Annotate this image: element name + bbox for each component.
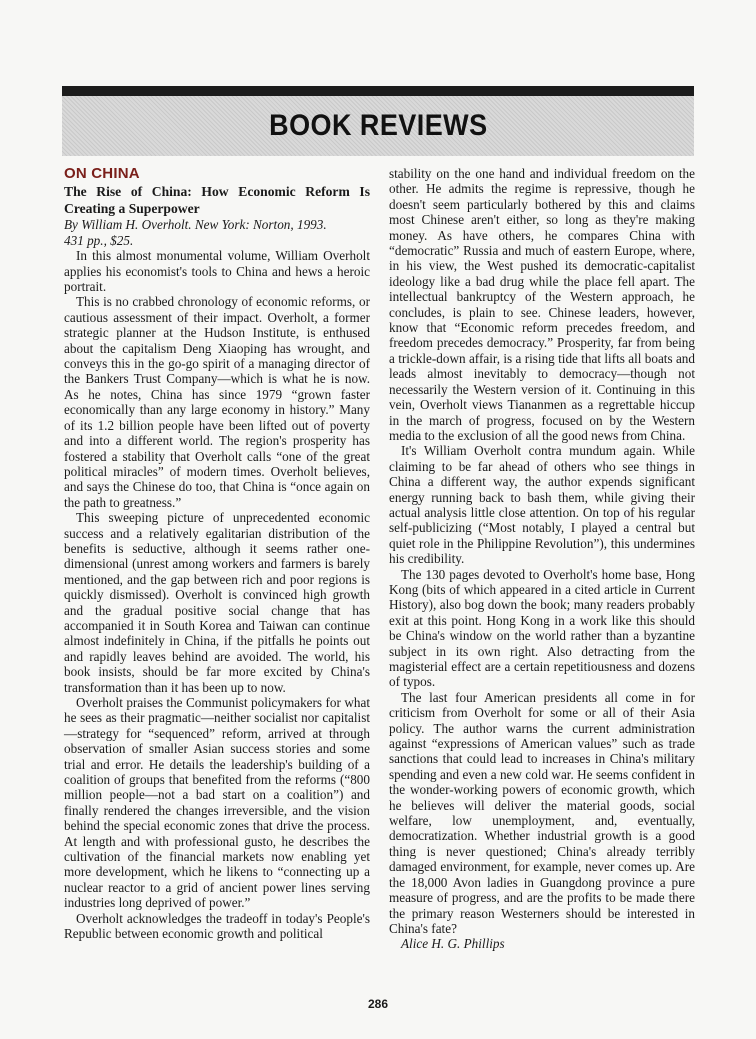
paragraph: This sweeping picture of unprecedented economic success and a relatively egalitarian distribution of the benefits is seductive, although it seems rather one-dimensional (unrest among workers and farmers is barely mentioned, and the gap between rich and poor regions is quickly dismissed). Overholt is convinced high growth and the gradual positive social change that has accompanied it in South Korea and Taiwan can continue almost indefinitely in China, if the pitfalls he points out and rapidly leaves behind are avoided. The world, his book insists, should be far more excited by China's transformation than it has been up to now. (64, 510, 370, 695)
paragraph: The last four American presidents all come in for criticism from Overholt for some or all of their Asia policy. The author warns the current administration against “expressions of American values” such as trade sanctions that could lead to increases in China's military spending and even a new cold war. He seems confident in the wonder-working powers of economic growth, which he believes will deliver the material goods, social welfare, low unemployment, and, eventually, democratization. Whether industrial growth is a good thing is never questioned; China's already terribly damaged environment, for example, never comes up. Are the 18,000 Avon ladies in Guangdong province a pure measure of progress, and are the profits to be made there the primary reason Westerners should be interested in China's fate? (389, 689, 695, 936)
book-details: 431 pp., $25. (64, 232, 134, 248)
paragraph: It's William Overholt contra mundum again. While claiming to be far ahead of others who see things in China a different way, the author expends significant energy running back to bash them, while giving their actual analysis little close attention. On top of his regular self-publicizing (“Most notably, I played a central but quiet role in the Philippine Revolution”), this undermines his credibility. (389, 443, 695, 567)
section-banner (62, 96, 694, 156)
book-title: The Rise of China: How Economic Reform Is Creating a Superpower (64, 184, 370, 217)
left-column (64, 166, 370, 942)
section-heading: ON CHINA (64, 165, 140, 182)
top-rule (62, 86, 694, 96)
paragraph: In this almost monumental volume, William Overholt applies his economist's tools to China and hews a heroic portrait. (64, 248, 370, 295)
paragraph: The 130 pages devoted to Overholt's home base, Hong Kong (bits of which appeared in a cited article in Current History), also bog down the book; many readers probably exit at this point. Hong Kong in a work like this should be China's window on the world rather than a byzantine subject in its own right. Also detracting from the magisterial effect are a certain repetitiousness and dozens of typos. (389, 566, 695, 690)
page-number: 286 (367, 997, 389, 1011)
paragraph: Overholt praises the Communist policymakers for what he sees as their pragmatic—neither socialist nor capitalist—strategy for “sequenced” reform, arrived at through observation of smaller Asian success stories and some trial and error. He details the leadership's building of a coalition of groups that benefited from the reforms (“800 million people—not a bad start on a coalition”) and finally rendered the changes irreversible, and the vision behind the special economic zones that drive the process. At length and with professional gusto, he describes the cultivation of the financial markets now enabling yet more development, which he likens to “connecting up a nuclear reactor to a grid of ancient power lines serving industries long deprived of power.” (64, 695, 370, 911)
paragraph: stability on the one hand and individual freedom on the other. He admits the regime is repressive, though he doesn't seem particularly bothered by this and claims most Chinese aren't either, so long as they're making money. As have others, he compares China with “democratic” Russia and much of eastern Europe, where, in his view, the West pushed its democratic-capitalist ideology like a bad drug while the place fell apart. The intellectual bankruptcy of the Western approach, he concludes, is plain to see. Chinese leaders, however, know that “Economic reform precedes freedom, and freedom precedes democracy.” Prosperity, far from being a trickle-down affair, is a rising tide that lifts all boats and leads almost inevitably to democracy—though not necessarily the Western version of it. Continuing in this vein, Overholt views Tiananmen as a regrettable hiccup in the march of progress, focused on by the Western media to the exclusion of all the good news from China. (389, 166, 695, 443)
reviewer-signature: Alice H. G. Phillips (401, 936, 505, 952)
paragraph: This is no crabbed chronology of economic reforms, or cautious assessment of their impact. Overholt, a former strategic planner at the Hudson Institute, is enthused about the capitalism Deng Xiaoping has wrought, and conveys this in the go-go spirit of a managing director of the Bankers Trust Company—which is what he is now. As he notes, China has since 1979 “grown faster economically than any large economy in history.” Many of its 1.2 billion people have been lifted out of poverty and into a different world. The region's prosperity has fostered a stability that Overholt calls “one of the great political miracles” of modern times. Overholt believes, and says the Chinese do too, that China is “once again on the path to greatness.” (64, 294, 370, 510)
paragraph: Overholt acknowledges the tradeoff in today's People's Republic between economic growth and political (64, 910, 370, 942)
right-column (389, 166, 695, 952)
book-byline: By William H. Overholt. New York: Norton, 1993. (64, 217, 327, 233)
banner-title: BOOK REVIEWS (268, 109, 488, 142)
